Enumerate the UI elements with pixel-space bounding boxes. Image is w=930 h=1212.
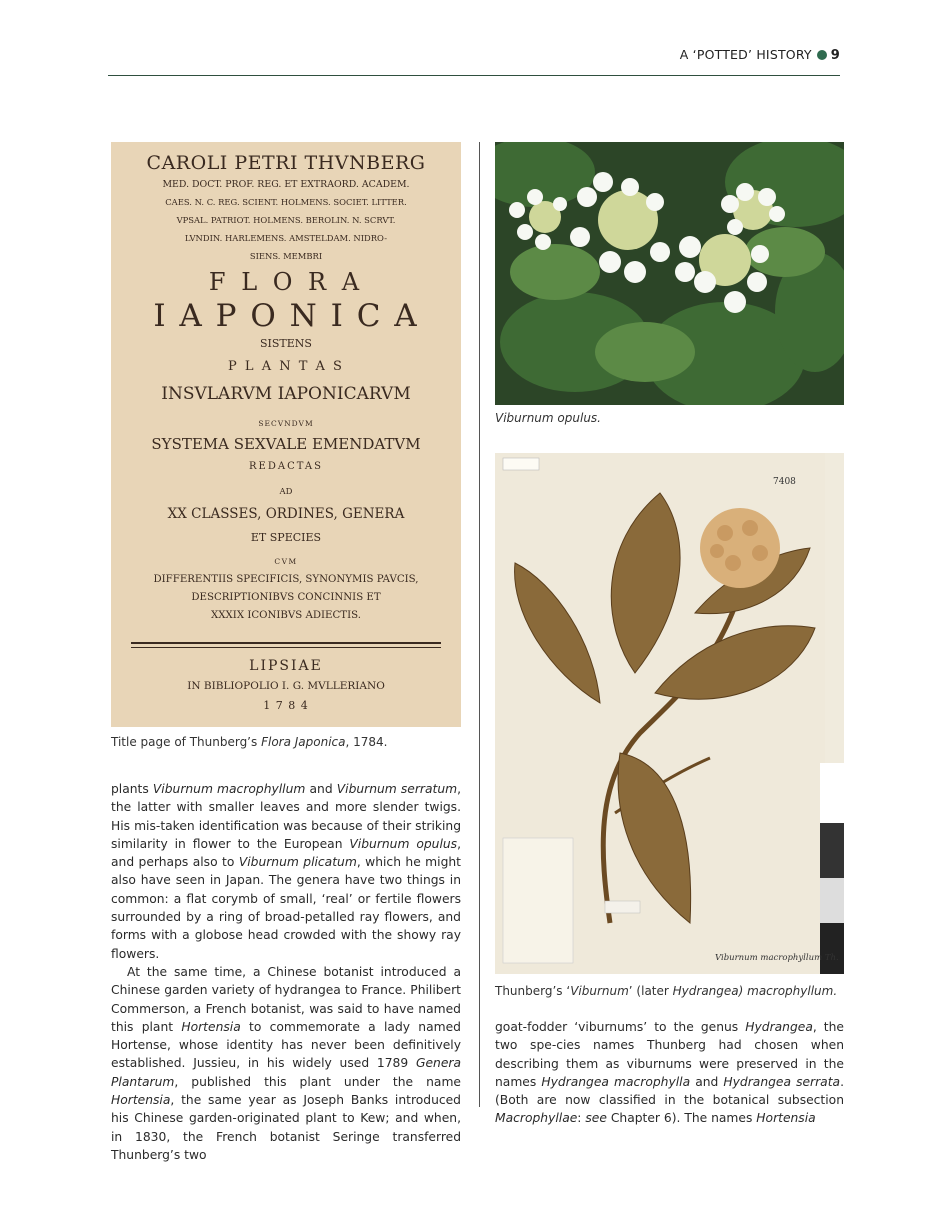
- tp-sistens: SISTENS: [260, 337, 312, 350]
- tp-line-3: VPSAL. PATRIOT. HOLMENS. BEROLIN. N. SCRVT.: [176, 215, 396, 225]
- italic-run: Viburnum opulus: [349, 836, 458, 851]
- italic-run: Hortensia: [181, 1019, 241, 1034]
- viburnum-opulus-photo: [495, 142, 844, 405]
- tp-cum: CVM: [274, 557, 298, 566]
- tp-redactas: REDACTAS: [249, 461, 323, 472]
- paragraph-1: [111, 780, 461, 963]
- tp-diff-2: DESCRIPTIONIBVS CONCINNIS ET: [191, 592, 381, 603]
- italic-run: Genera Plantarum: [111, 1056, 461, 1089]
- tp-line-2: CAES. N. C. REG. SCIENT. HOLMENS. SOCIET. LITTER.: [165, 197, 407, 207]
- text-run: Chapter 6). The names: [606, 1111, 757, 1126]
- body-column-left: [111, 780, 461, 1164]
- italic-run: Viburnum plicatum: [238, 855, 357, 870]
- text-run: , the latter with smaller leaves and more slender twigs. His mis-taken identification was because of their striking similarity in flower to the European: [111, 782, 462, 851]
- text-run: to commemorate a lady named Hortense, whose identity has never been definitively established. Jussieu, in his widely used 1789: [111, 1019, 461, 1071]
- tp-year: 1 7 8 4: [263, 699, 309, 712]
- herbarium-specimen: [495, 453, 844, 974]
- tp-line-5: SIENS. MEMBRI: [249, 251, 323, 261]
- specimen-illustration: [495, 453, 844, 974]
- italic-run: Hydrangea: [745, 1020, 813, 1034]
- caption-herbarium: Thunberg’s ‘Viburnum’ (later Hydrangea) macrophyllum.: [495, 984, 838, 998]
- text-run: and: [690, 1074, 724, 1089]
- tp-author: CAROLI PETRI THVNBERG: [146, 152, 426, 174]
- caption-photo: Viburnum opulus.: [495, 411, 601, 425]
- tp-lipsiae: LIPSIAE: [249, 658, 323, 674]
- tp-line-1: MED. DOCT. PROF. REG. ET EXTRAORD. ACADEM.: [162, 179, 410, 190]
- bullet-dot-icon: [817, 50, 827, 60]
- tp-systema: SYSTEMA SEXVALE EMENDATVM: [151, 435, 421, 453]
- italic-run: Macrophyllae: [495, 1111, 578, 1126]
- tp-flora: F L O R A: [208, 268, 364, 296]
- italic-run: Hortensia: [756, 1111, 816, 1126]
- paragraph-3: [495, 1018, 844, 1128]
- paragraph-2: [111, 963, 461, 1164]
- tp-ad: AD: [279, 487, 293, 497]
- text-run: . (Both are now classified in the botanical subsection: [495, 1074, 844, 1108]
- tp-plantas: P L A N T A S: [228, 359, 344, 374]
- tp-species: ET SPECIES: [250, 531, 322, 544]
- italic-run: Hydrangea macrophylla: [541, 1074, 691, 1089]
- tp-bibliopolio: IN BIBLIOPOLIO I. G. MVLLERIANO: [187, 680, 385, 692]
- text-run: , the same year as Joseph Banks introduced his Chinese garden-originated plant to Kew; and when, in 1830, the French botanist Seringe transferred Thunberg’s two: [111, 1093, 461, 1162]
- italic-run: Viburnum serratum: [336, 782, 458, 796]
- text-run: , which he might also have seen in Japan. The genera have two things in common: a flat corymb of small, ‘real’ or fertile flowers surrounded by a ring of broad-petalled ray flowers, and forms with a globose head crowded with the showy ray flowers.: [111, 855, 462, 961]
- caption-title-page: Title page of Thunberg’s Flora Japonica, 1784.: [111, 735, 388, 749]
- italic-run: Hydrangea serrata: [723, 1074, 841, 1089]
- tp-double-rule: [131, 642, 441, 648]
- text-run: goat-fodder ‘viburnums’ to the genus: [495, 1020, 746, 1034]
- tp-secundum: SECVNDVM: [258, 419, 314, 428]
- italic-run: Viburnum macrophyllum: [152, 782, 306, 796]
- flower-illustration: [495, 142, 844, 405]
- tp-insularum: INSVLARVM IAPONICARVM: [161, 384, 411, 404]
- title-page-plate: [111, 142, 461, 727]
- tp-classes: XX CLASSES, ORDINES, GENERA: [167, 506, 405, 522]
- text-run: , and perhaps also to: [111, 836, 461, 870]
- page-number: 9: [830, 48, 840, 63]
- herbarium-signature: Viburnum macrophyllum Th.: [715, 953, 839, 963]
- text-run: plants: [111, 782, 153, 796]
- italic-run: Hortensia: [111, 1093, 171, 1108]
- tp-diff-1: DIFFERENTIIS SPECIFICIS, SYNONYMIS PAVCIS,: [153, 574, 419, 585]
- text-run: :: [577, 1111, 586, 1126]
- body-column-right: [495, 1018, 844, 1128]
- tp-line-4: LVNDIN. HARLEMENS. AMSTELDAM. NIDRO-: [184, 233, 388, 243]
- herbarium-number: 7408: [773, 477, 796, 487]
- text-run: and: [305, 782, 337, 796]
- tp-diff-3: XXXIX ICONIBVS ADIECTIS.: [211, 610, 361, 621]
- text-run: , published this plant under the name: [174, 1074, 461, 1089]
- running-title: A ‘POTTED’ HISTORY: [679, 47, 812, 62]
- text-run: At the same time, a Chinese botanist introduced a Chinese garden variety of hydrangea to France. Philibert Commerson, a French botanist, was said to have named this plant: [111, 964, 461, 1034]
- text-run: , the two spe-cies names Thunberg had chosen when describing them as viburnums were preserved in the names: [495, 1020, 844, 1089]
- tp-iaponica: I A P O N I C A: [153, 298, 419, 334]
- italic-run: see: [585, 1111, 607, 1126]
- header-rule: [108, 75, 840, 76]
- column-divider: [479, 142, 480, 1107]
- running-header: [108, 47, 840, 71]
